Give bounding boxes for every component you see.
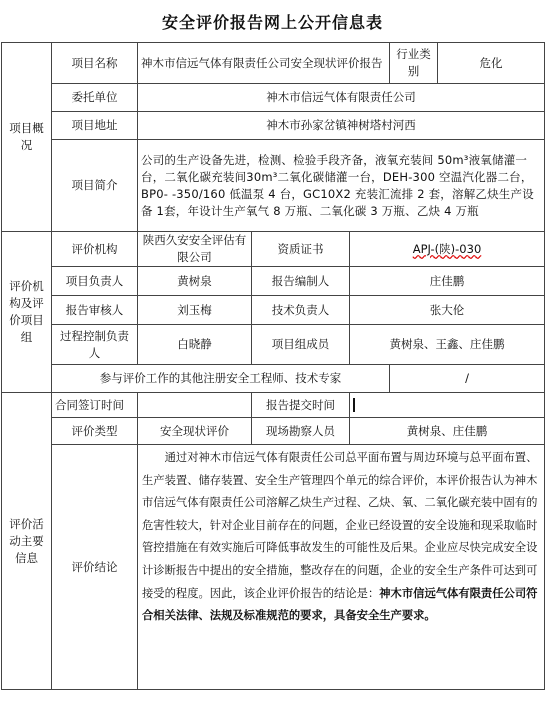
conclusion-bold: 神木市信远气体有限责任公司符合相关法律、法规及标准规范的要求，具备安全生产要求。 [142,586,538,623]
client-value: 神木市信远气体有限责任公司 [138,84,545,112]
cert-label: 资质证书 [252,232,350,267]
table-row [2,140,545,232]
table-row [2,112,545,140]
table-row [2,418,545,445]
conclusion-text-cell [138,445,545,690]
industry-value: 危化 [438,43,545,84]
section-activities: 评价活动主要信息 [2,393,52,690]
page-title: 安全评价报告网上公开信息表 [161,12,383,32]
table-row [2,296,545,325]
project-name-value: 神木市信远气体有限责任公司安全现状评价报告 [138,43,390,84]
survey-label: 现场勘察人员 [252,418,350,445]
author-label: 报告编制人 [252,267,350,296]
conclusion-label: 评价结论 [52,445,138,690]
industry-label: 行业类别 [390,43,438,84]
table-row [2,445,545,690]
text-cursor [353,398,355,412]
tech-label: 技术负责人 [252,296,350,325]
members-label: 项目组成员 [252,325,350,365]
summary-label: 项目简介 [52,140,138,232]
reviewer-label: 报告审核人 [52,296,138,325]
leader-label: 项目负责人 [52,267,138,296]
section-org-group: 评价机构及评价项目组 [2,232,52,393]
agency-value: 陕西久安安全评估有限公司 [138,232,252,267]
table-row [2,232,545,267]
table-row [2,393,545,418]
qc-value: 白晓静 [138,325,252,365]
submit-label: 报告提交时间 [252,393,350,418]
cert-value: APJ-(陕)-030 [412,241,482,256]
qc-label: 过程控制负责人 [52,325,138,365]
address-label: 项目地址 [52,112,138,140]
table-row [2,43,545,84]
others-label: 参与评价工作的其他注册安全工程师、技术专家 [52,365,390,393]
conclusion-text: 通过对神木市信远气体有限责任公司总平面布置与周边环境与总平面布置、生产装置、储存装置、安全生产管理四个单元的综合评价，本评价报告认为神木市信远气体有限责任公司溶解乙炔生产过程、乙炔、氧、二氧化碳充装中固有的危害性较大，针对企业目前存在的问题，企业已经设置的安全设施和现采取临时管控措施在有效实施后可降低事故发生的可能性及后果。企业应尽快完成安全设计诊断报告中提出的安全措施，整改存在的问题，企业的安全生产条件可达到可接受的程度。因此，该企业评价报告的结论是： [142,451,538,600]
reviewer-value: 刘玉梅 [138,296,252,325]
members-value: 黄树泉、王鑫、庄佳鹏 [350,325,545,365]
type-value: 安全现状评价 [138,418,252,445]
table-row [2,365,545,393]
section-project-overview: 项目概况 [2,43,52,232]
info-table [1,42,545,690]
address-value: 神木市孙家岔镇神树塔村河西 [138,112,545,140]
tech-value: 张大伦 [350,296,545,325]
contract-value [138,393,252,418]
contract-label: 合同签订时间 [52,393,138,418]
client-label: 委托单位 [52,84,138,112]
table-row [2,84,545,112]
summary-value: 公司的生产设备先进，检测、检验手段齐备，液氧充装间 50m³液氧储灌一台，二氧化碳充装间30m³二氧化碳储灌一台，DEH-300 空温汽化器二台，BP0- -350/160 低温泵 4 台，GC10X2 充装汇流排 2 套，溶解乙炔生产设备 1套，年设计生产氧气 8 万瓶、二氧化碳 3 万瓶、乙炔 4 万瓶 [138,140,545,232]
survey-value: 黄树泉、庄佳鹏 [350,418,545,445]
submit-value [350,393,545,418]
leader-value: 黄树泉 [138,267,252,296]
agency-label: 评价机构 [52,232,138,267]
type-label: 评价类型 [52,418,138,445]
others-value: / [390,365,545,393]
author-value: 庄佳鹏 [350,267,545,296]
table-row [2,325,545,365]
table-row [2,267,545,296]
project-name-label: 项目名称 [52,43,138,84]
